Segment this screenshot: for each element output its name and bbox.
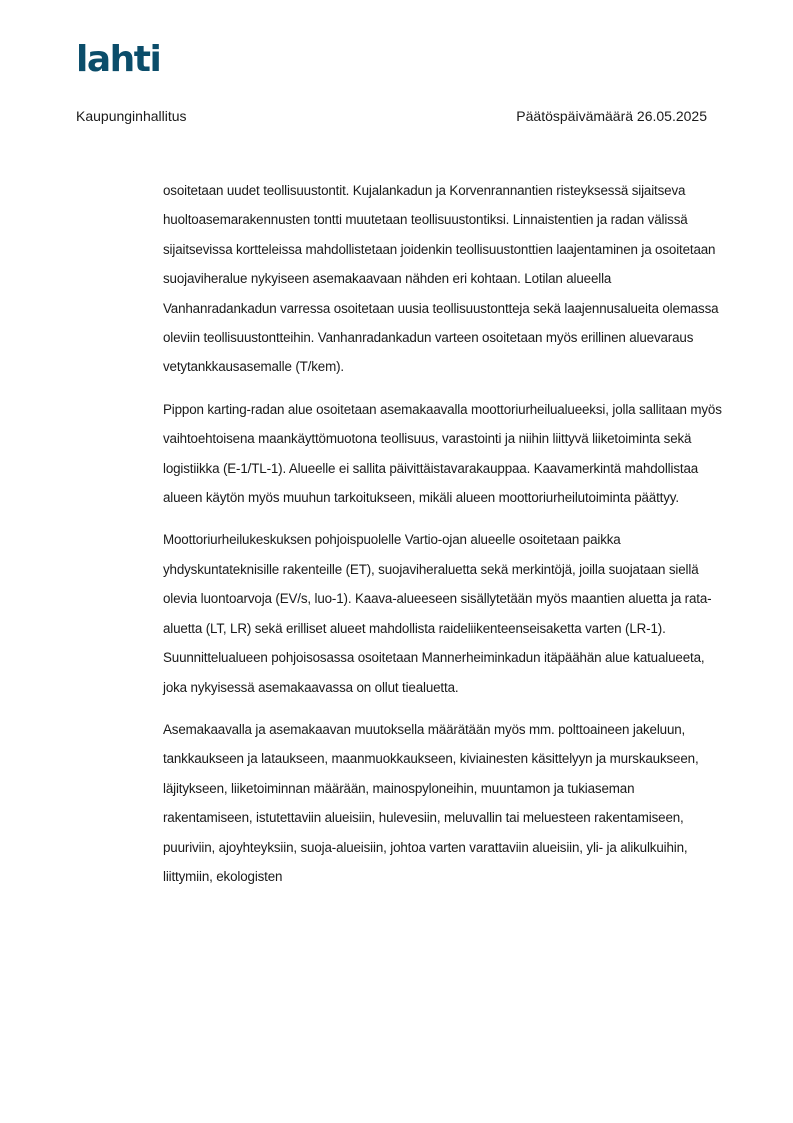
paragraph-1: osoitetaan uudet teollisuustontit. Kujalankadun ja Korvenrannantien risteyksessä sijaitseva huoltoasemarakennusten tontti muutetaan teollisuustontiksi. Linnaistentien ja radan välissä sijaitsevissa kortteleissa mahdollistetaan joidenkin teollisuustonttien laajentaminen ja osoitetaan suojaviheralue nykyiseen asemakaavaan nähden eri kohtaan. Lotilan alueella Vanhanradankadun varressa osoitetaan uusia teollisuustontteja sekä laajennusalueita olemassa oleviin teollisuustontteihin. Vanhanradankadun varteen osoitetaan myös erillinen aluevaraus vetytankkausasemalle (T/kem). bbox=[163, 183, 719, 375]
lahti-logo: lahti bbox=[76, 39, 161, 80]
document-body bbox=[163, 176, 723, 904]
decision-date: Päätöspäivämäärä 26.05.2025 bbox=[516, 108, 707, 124]
paragraph-3: Moottoriurheilukeskuksen pohjoispuolelle Vartio-ojan alueelle osoitetaan paikka yhdyskuntateknisille rakenteille (ET), suojaviheraluetta sekä merkintöjä, joilla suojataan siellä olevia luontoarvoja (EV/s, luo-1). Kaava-alueeseen sisällytetään myös maantien aluetta ja rata-aluetta (LT, LR) sekä erilliset alueet mahdollista raideliikenteenseisaketta varten (LR-1). Suunnittelualueen pohjoisosassa osoitetaan Mannerheiminkadun itäpäähän alue katualueeta, joka nykyisessä asemakaavassa on ollut tiealuetta. bbox=[163, 532, 712, 695]
organization-name: Kaupunginhallitus bbox=[76, 108, 187, 124]
paragraph-4: Asemakaavalla ja asemakaavan muutoksella määrätään myös mm. polttoaineen jakeluun, tankkaukseen ja lataukseen, maanmuokkaukseen, kiviainesten käsittelyyn ja murskaukseen, läjitykseen, liiketoiminnan määrään, mainospyloneihin, muuntamon ja tukiaseman rakentamiseen, istutettaviin alueisiin, hulevesiin, meluvallin tai meluesteen rakentamiseen, puuriviin, ajoyhteyksiin, suoja-alueisiin, johtoa varten varattaviin alueisiin, yli- ja alikulkuihin, liittymiin, ekologisten bbox=[163, 721, 699, 884]
paragraph-2: Pippon karting-radan alue osoitetaan asemakaavalla moottoriurheilualueeksi, jolla sallitaan myös vaihtoehtoisena maankäyttömuotona teollisuus, varastointi ja niihin liittyvä liiketoiminta sekä logistiikka (E-1/TL-1). Alueelle ei sallita päivittäistavarakauppaa. Kaavamerkintä mahdollistaa alueen käytön myös muuhun tarkoitukseen, mikäli alueen moottoriurheilutoiminta päättyy. bbox=[163, 401, 722, 506]
